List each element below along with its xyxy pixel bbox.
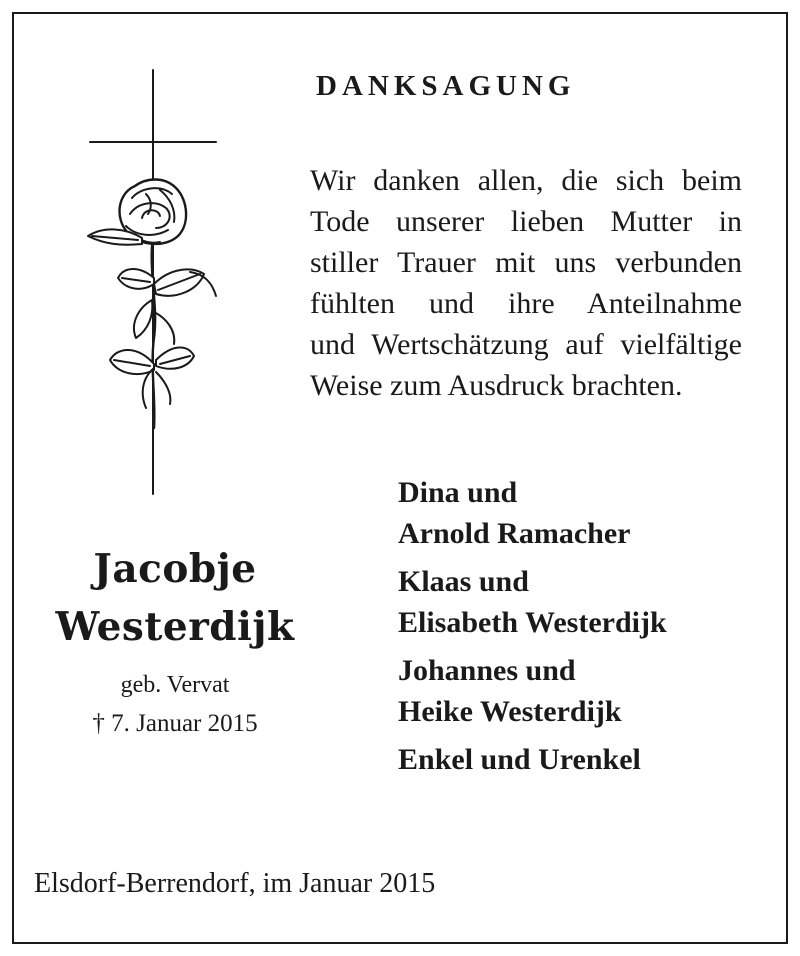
mourner-line: Dina und [398,476,518,509]
death-date: † 7. Januar 2015 [92,710,258,737]
mourner-group [398,561,667,643]
mourner-line: Enkel und Urenkel [398,743,641,776]
mourner-group [398,650,667,732]
mourner-line: Klaas und [398,565,529,598]
mourner-line: Johannes und [398,654,576,687]
mourner-line: Elisabeth Westerdijk [398,606,667,639]
message-line: Tode unserer lieben Mutter in [310,205,742,238]
mourner-group-grandchildren [398,739,667,780]
message-line: Weise zum Ausdruck brachten. [310,369,683,402]
message-line: stiller Trauer mit uns verbunden [310,246,742,279]
mourners-list [398,472,667,787]
deceased-name [30,540,320,656]
place-and-date: Elsdorf-Berrendorf, im Januar 2015 [34,868,436,899]
cross-with-rose-icon [80,68,230,496]
message-line: fühlten und ihre Anteilnahme [310,287,742,320]
notice-heading: DANKSAGUNG [316,70,576,102]
maiden-name: geb. Vervat [120,672,230,698]
deceased-first-name: Jacobje [93,546,257,592]
message-line: Wir danken allen, die sich beim [310,164,742,197]
mourner-group [398,472,667,554]
mourner-line: Heike Westerdijk [398,695,622,728]
mourner-line: Arnold Ramacher [398,517,631,550]
message-line: und Wertschätzung auf vielfältige [310,328,742,361]
thank-you-message [310,160,742,406]
deceased-last-name: Westerdijk [55,604,295,650]
